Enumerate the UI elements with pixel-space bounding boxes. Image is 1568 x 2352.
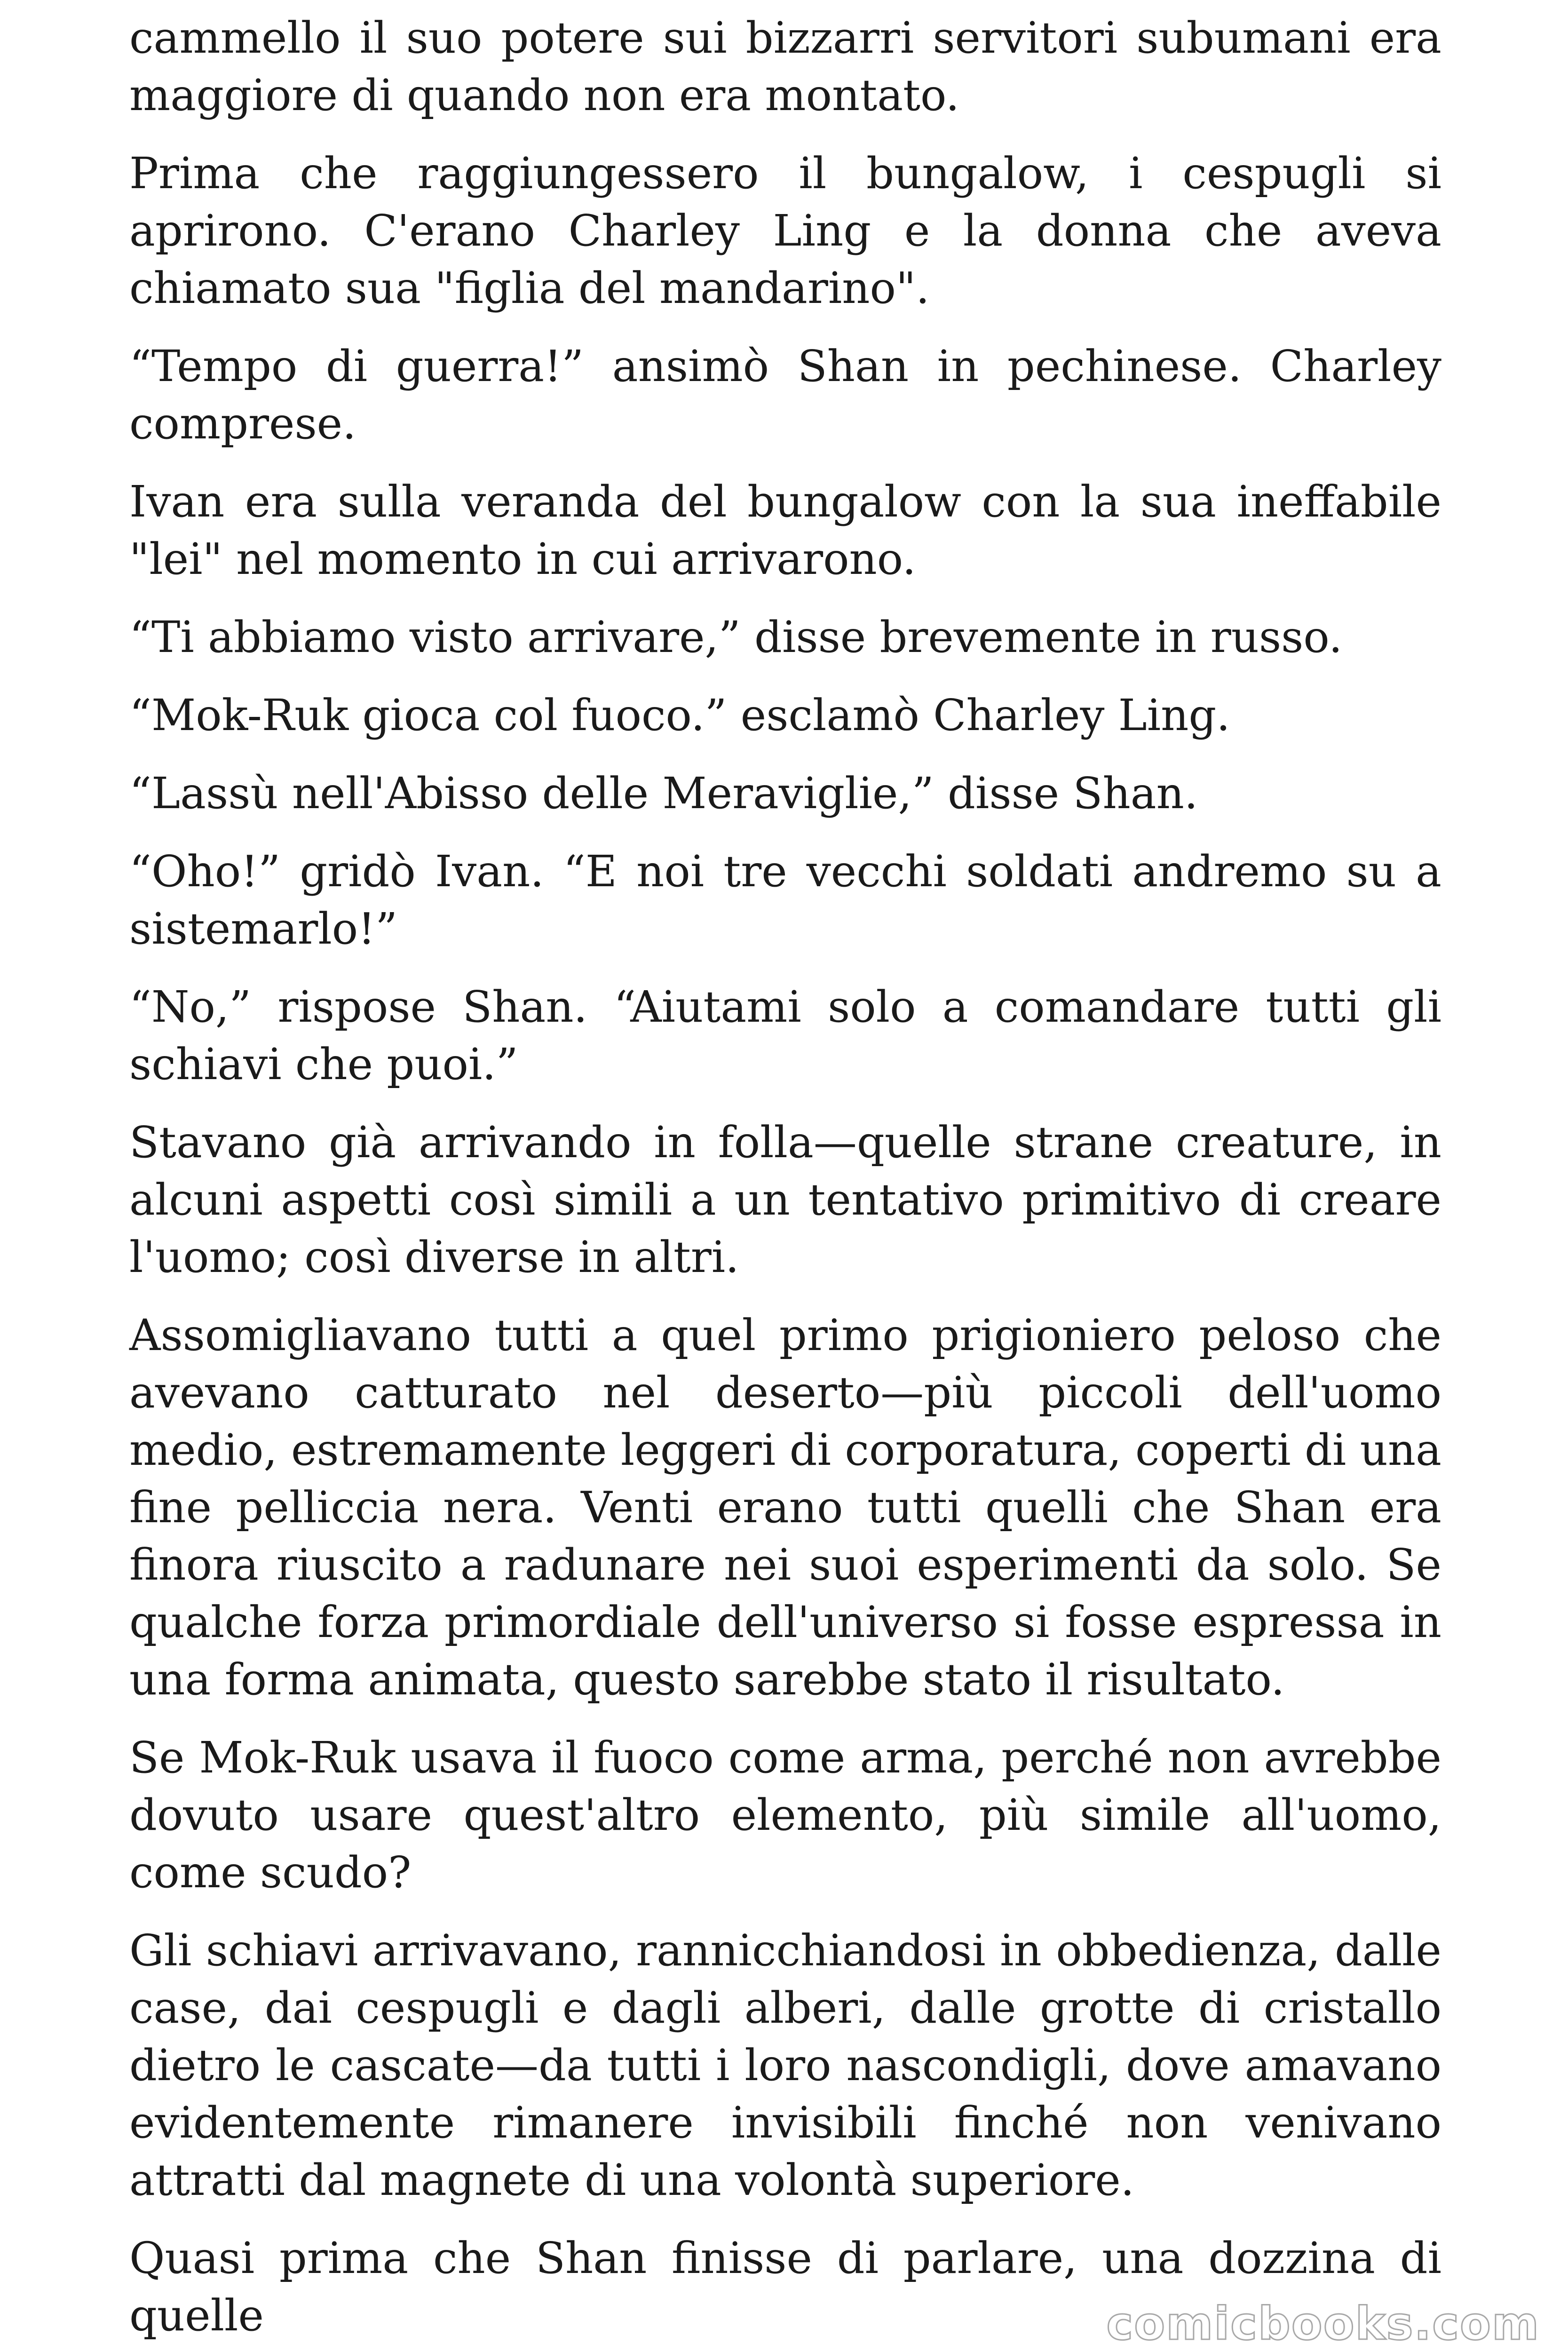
paragraph: Quasi prima che Shan finisse di parlare, una dozzina di quelle [129, 2233, 1441, 2341]
paragraph: cammello il suo potere sui bizzarri servitori subumani era maggiore di quando non era montato. [129, 13, 1441, 120]
paragraph: Se Mok-Ruk usava il fuoco come arma, perché non avrebbe dovuto usare quest'altro elemento, più simile all'uomo, come scudo? [129, 1732, 1441, 1898]
paragraph: Assomigliavano tutti a quel primo prigioniero peloso che avevano catturato nel deserto—più piccoli dell'uomo medio, estremamente leggeri di corporatura, coperti di una fine pelliccia nera. Venti erano tutti quelli che Shan era finora riuscito a radunare nei suoi esperimenti da solo. Se qualche forza primordiale dell'universo si fosse espressa in una forma animata, questo sarebbe stato il risultato. [129, 1310, 1441, 1705]
paragraph: “Lassù nell'Abisso delle Meraviglie,” disse Shan. [129, 768, 1198, 818]
paragraph: Gli schiavi arrivavano, rannicchiandosi in obbedienza, dalle case, dai cespugli e dagli alberi, dalle grotte di cristallo dietro le cascate—da tutti i loro nascondigli, dove amavano evidentemente rimanere invisibili finché non venivano attratti dal magnete di una volontà superiore. [129, 1925, 1441, 2205]
paragraph: Stavano già arrivando in folla—quelle strane creature, in alcuni aspetti così simili a un tentativo primitivo di creare l'uomo; così diverse in altri. [129, 1117, 1441, 1282]
paragraph: “Mok-Ruk gioca col fuoco.” esclamò Charley Ling. [129, 690, 1230, 740]
paragraph: “Tempo di guerra!” ansimò Shan in pechinese. Charley comprese. [129, 341, 1441, 449]
watermark-logo: comicbooks.com [1106, 2297, 1540, 2350]
paragraph: Prima che raggiungessero il bungalow, i cespugli si aprirono. C'erano Charley Ling e la donna che aveva chiamato sua "figlia del mandarino". [129, 148, 1441, 313]
paragraph: “Ti abbiamo visto arrivare,” disse brevemente in russo. [129, 612, 1343, 662]
body-text [129, 9, 1441, 2352]
paragraph: Ivan era sulla veranda del bungalow con la sua ineffabile "lei" nel momento in cui arrivarono. [129, 477, 1441, 584]
paragraph: “No,” rispose Shan. “Aiutami solo a comandare tutti gli schiavi che puoi.” [129, 982, 1441, 1089]
paragraph: “Oho!” gridò Ivan. “E noi tre vecchi soldati andremo su a sistemarlo!” [129, 846, 1441, 954]
